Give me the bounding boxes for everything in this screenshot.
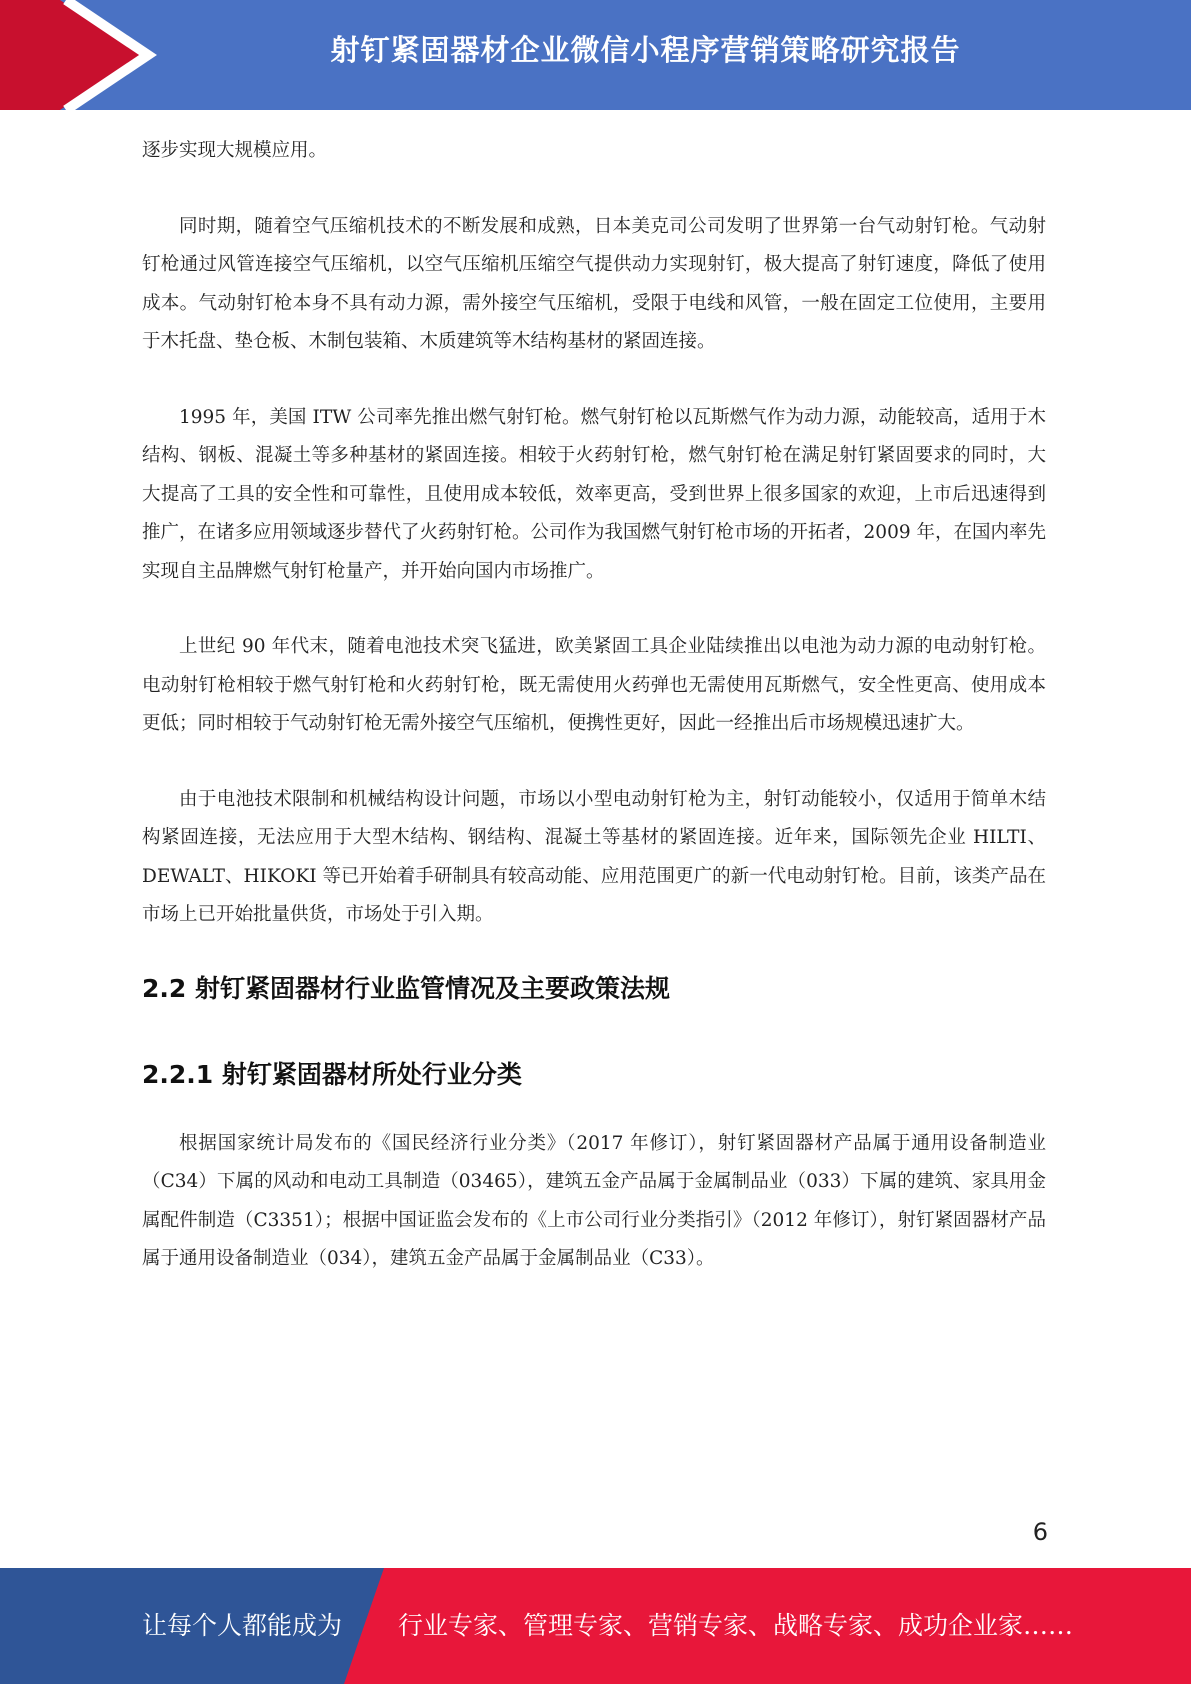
- footer-slogan-right: 行业专家、管理专家、营销专家、战略专家、成功企业家……: [398, 1611, 1074, 1640]
- subsection-heading: 2.2.1 射钉紧固器材所处行业分类: [142, 1059, 522, 1089]
- page-number: 6: [1032, 1518, 1048, 1546]
- header-title: 射钉紧固器材企业微信小程序营销策略研究报告: [330, 33, 961, 67]
- section-heading: 2.2 射钉紧固器材行业监管情况及主要政策法规: [142, 973, 670, 1003]
- header-red-arrow: [0, 0, 140, 110]
- page-header: [0, 0, 1191, 110]
- footer-slogan-left: 让每个人都能成为: [142, 1611, 343, 1640]
- paragraph: 上世纪 90 年代末，随着电池技术突飞猛进，欧美紧固工具企业陆续推出以电池为动力源的电动射钉枪。电动射钉枪相较于燃气射钉枪和火药射钉枪，既无需使用火药弹也无需使用瓦斯燃气，安全性更高、使用成本更低；同时相较于气动射钉枪无需外接空气压缩机，便携性更好，因此一经推出后市场规模迅速扩大。: [142, 636, 1046, 734]
- paragraph: 根据国家统计局发布的《国民经济行业分类》（2017 年修订），射钉紧固器材产品属于通用设备制造业（C34）下属的风动和电动工具制造（03465），建筑五金产品属于金属制品业（033）下属的建筑、家具用金属配件制造（C3351）；根据中国证监会发布的《上市公司行业分类指引》（2012 年修订），射钉紧固器材产品属于通用设备制造业（034），建筑五金产品属于金属制品业（C33）。: [142, 1132, 1046, 1269]
- paragraph: 1995 年，美国 ITW 公司率先推出燃气射钉枪。燃气射钉枪以瓦斯燃气作为动力源，动能较高，适用于木结构、钢板、混凝土等多种基材的紧固连接。相较于火药射钉枪，燃气射钉枪在满足射钉紧固要求的同时，大大提高了工具的安全性和可靠性，且使用成本较低，效率更高，受到世界上很多国家的欢迎，上市后迅速得到推广，在诸多应用领域逐步替代了火药射钉枪。公司作为我国燃气射钉枪市场的开拓者，2009 年，在国内率先实现自主品牌燃气射钉枪量产，并开始向国内市场推广。: [142, 406, 1046, 582]
- paragraph: 逐步实现大规模应用。: [142, 140, 328, 161]
- paragraph: 由于电池技术限制和机械结构设计问题，市场以小型电动射钉枪为主，射钉动能较小，仅适用于简单木结构紧固连接，无法应用于大型木结构、钢结构、混凝土等基材的紧固连接。近年来，国际领先企业 HILTI、DEWALT、HIKOKI 等已开始着手研制具有较高动能、应用范围更广的新一代电动射钉枪。目前，该类产品在市场上已开始批量供货，市场处于引入期。: [142, 788, 1046, 925]
- document-body: [142, 132, 1046, 1279]
- paragraph: 同时期，随着空气压缩机技术的不断发展和成熟，日本美克司公司发明了世界第一台气动射钉枪。气动射钉枪通过风管连接空气压缩机，以空气压缩机压缩空气提供动力实现射钉，极大提高了射钉速度，降低了使用成本。气动射钉枪本身不具有动力源，需外接空气压缩机，受限于电线和风管，一般在固定工位使用，主要用于木托盘、垫仓板、木制包装箱、木质建筑等木结构基材的紧固连接。: [142, 215, 1046, 352]
- page-footer: [0, 1568, 1191, 1684]
